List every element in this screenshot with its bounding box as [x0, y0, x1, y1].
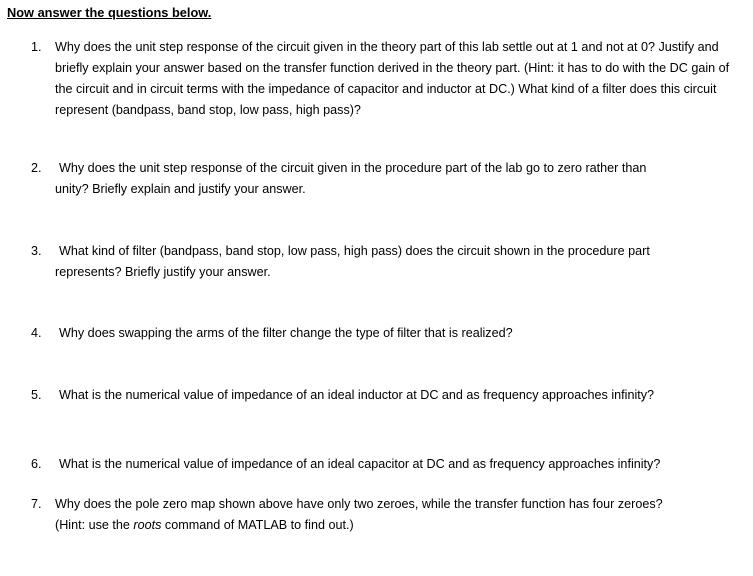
question-5 [31, 385, 743, 406]
question-text-line: Why does the pole zero map shown above have only two zeroes, while the transfer function has four zeroes? [55, 497, 663, 511]
question-number: 6. [31, 457, 42, 471]
question-text: What is the numerical value of impedance of an ideal inductor at DC and as frequency approaches infinity? [59, 388, 655, 402]
question-number: 7. [31, 497, 42, 511]
page-heading: Now answer the questions below. [7, 5, 212, 20]
question-number: 4. [31, 326, 42, 340]
hint-suffix: command of MATLAB to find out.) [161, 518, 354, 532]
question-1 [31, 37, 743, 121]
question-text-line: unity? Briefly explain and justify your answer. [55, 182, 306, 196]
question-text-line: What kind of filter (bandpass, band stop, low pass, high pass) does the circuit shown in the procedure part [59, 244, 650, 258]
question-3 [31, 241, 743, 283]
hint-command: roots [133, 518, 162, 532]
question-6 [31, 454, 743, 475]
question-2 [31, 158, 743, 200]
question-text-line: represents? Briefly justify your answer. [55, 265, 271, 279]
hint-prefix: (Hint: use the [55, 518, 134, 532]
question-7 [31, 494, 743, 536]
question-number: 2. [31, 161, 42, 175]
question-text: What is the numerical value of impedance of an ideal capacitor at DC and as frequency approaches infinity? [59, 457, 661, 471]
question-number: 5. [31, 388, 42, 402]
question-number: 3. [31, 244, 42, 258]
question-text: Why does swapping the arms of the filter change the type of filter that is realized? [59, 326, 513, 340]
question-number: 1. [31, 40, 42, 54]
question-4 [31, 323, 743, 344]
question-text: Why does the unit step response of the circuit given in the theory part of this lab settle out at 1 and not at 0? Justify and briefly explain your answer based on the transfer function derived in the theory part. (Hint: it has to do with the DC gain of the circuit and in circuit terms with the impedance of capacitor and inductor at DC.) What kind of a filter does this circuit represent (bandpass, band stop, low pass, high pass)? [55, 40, 730, 117]
question-text-line: Why does the unit step response of the circuit given in the procedure part of the lab go to zero rather than [59, 161, 647, 175]
question-text-line [55, 515, 743, 536]
